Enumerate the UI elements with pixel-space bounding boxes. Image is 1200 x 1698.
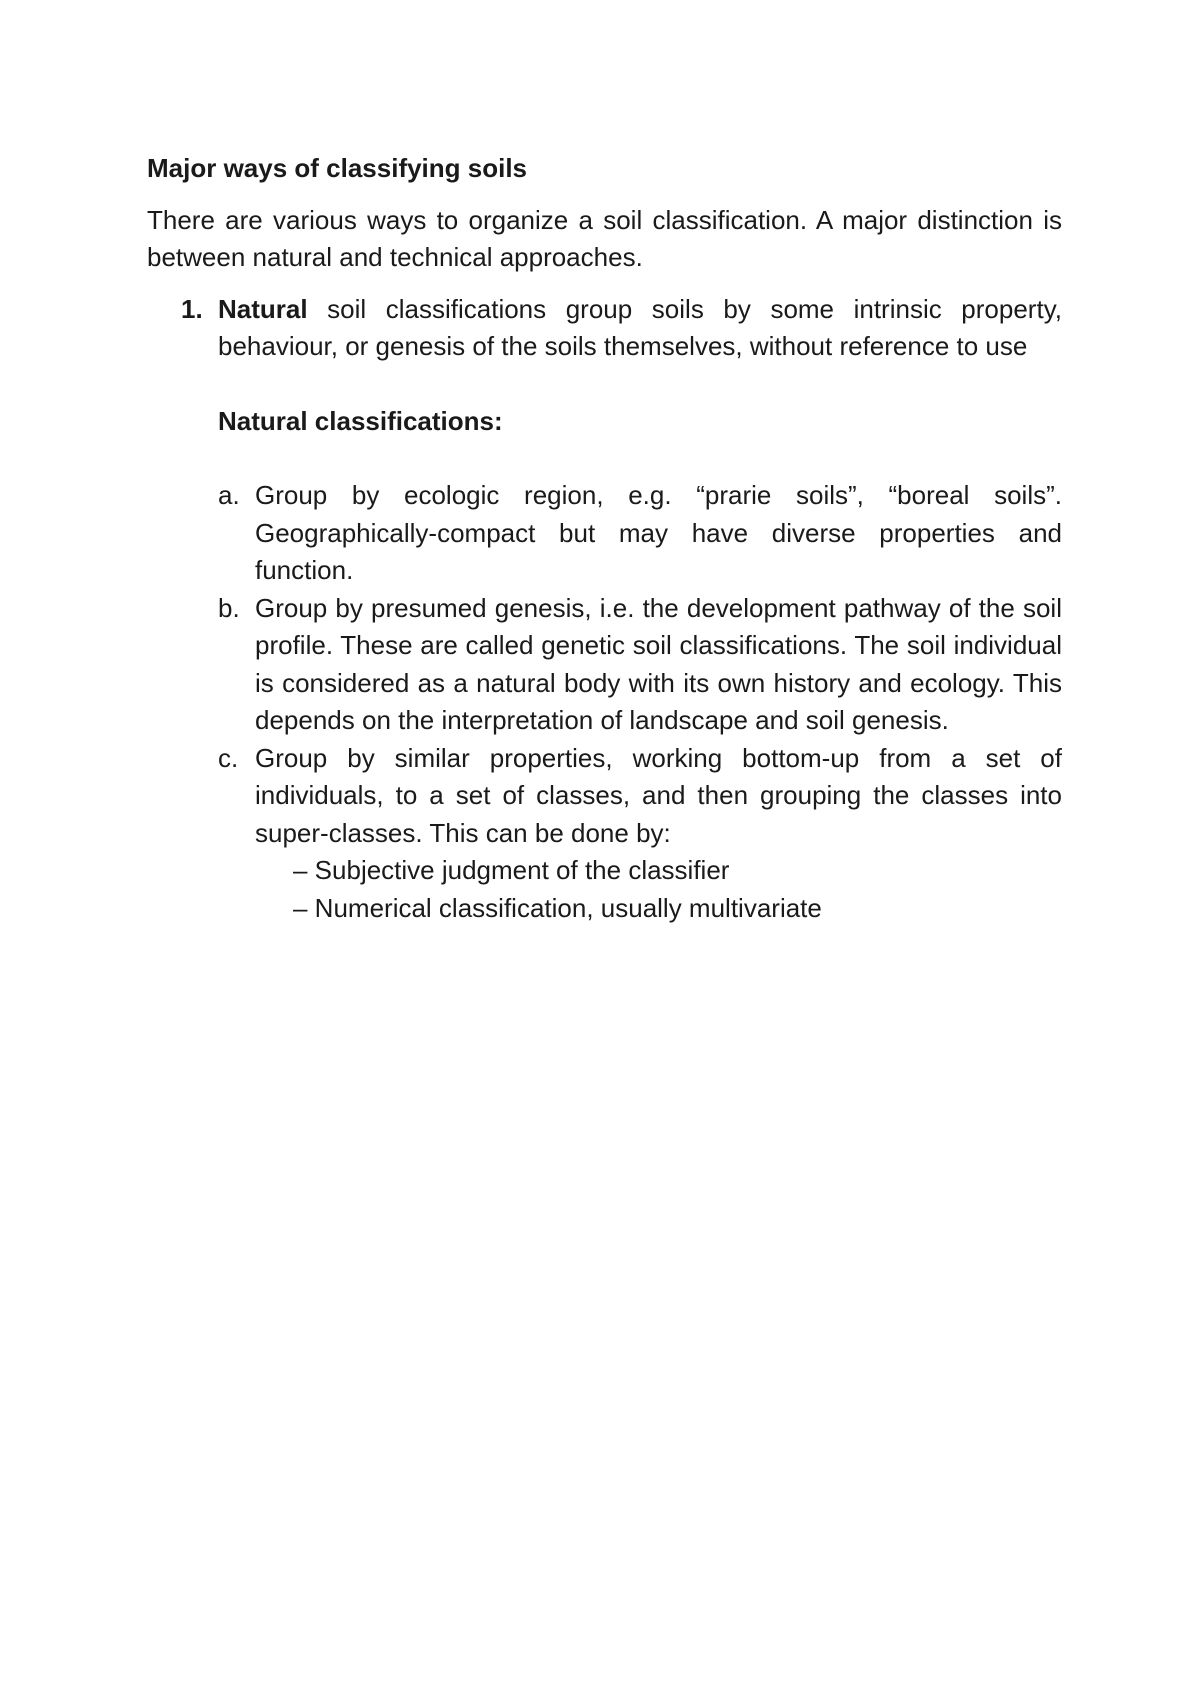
numbered-item-natural [147, 291, 1062, 366]
list-item-letter: a. [218, 480, 240, 510]
list-item-letter: c. [218, 742, 239, 773]
list-item [147, 590, 1062, 740]
list-item-text: Group by similar properties, working bottom-up from a set of individuals, to a set of classes, and then grouping the classes into super-classes. This can be done by: [255, 742, 1062, 848]
document-title: Major ways of classifying soils [147, 153, 528, 183]
list-item [147, 740, 1062, 853]
bold-term: Natural [218, 293, 308, 324]
list-item [147, 477, 1062, 590]
list-item-text: Group by presumed genesis, i.e. the development pathway of the soil profile. These are called genetic soil classifications. The soil individual is considered as a natural body with its own history and ecology. This depends on the interpretation of landscape and soil genesis. [255, 592, 1062, 735]
dash-item-subjective: – Subjective judgment of the classifier [293, 855, 730, 885]
document-body [147, 150, 1062, 927]
letter-list [147, 477, 1062, 852]
list-item-letter: b. [218, 592, 240, 623]
dash-item-numerical: – Numerical classification, usually multivariate [293, 892, 822, 923]
subheading-natural-classifications: Natural classifications: [218, 405, 503, 436]
numbered-item-text [218, 291, 1062, 366]
numbered-item-description: soil classifications group soils by some intrinsic property, behaviour, or genesis of the soils themselves, without reference to use [218, 293, 1062, 361]
list-item-text: Group by ecologic region, e.g. “prarie soils”, “boreal soils”. Geographically-compact but may have diverse properties and function. [255, 480, 1062, 585]
item-number: 1. [181, 293, 203, 324]
intro-paragraph: There are various ways to organize a soil classification. A major distinction is between natural and technical approaches. [147, 204, 1062, 272]
